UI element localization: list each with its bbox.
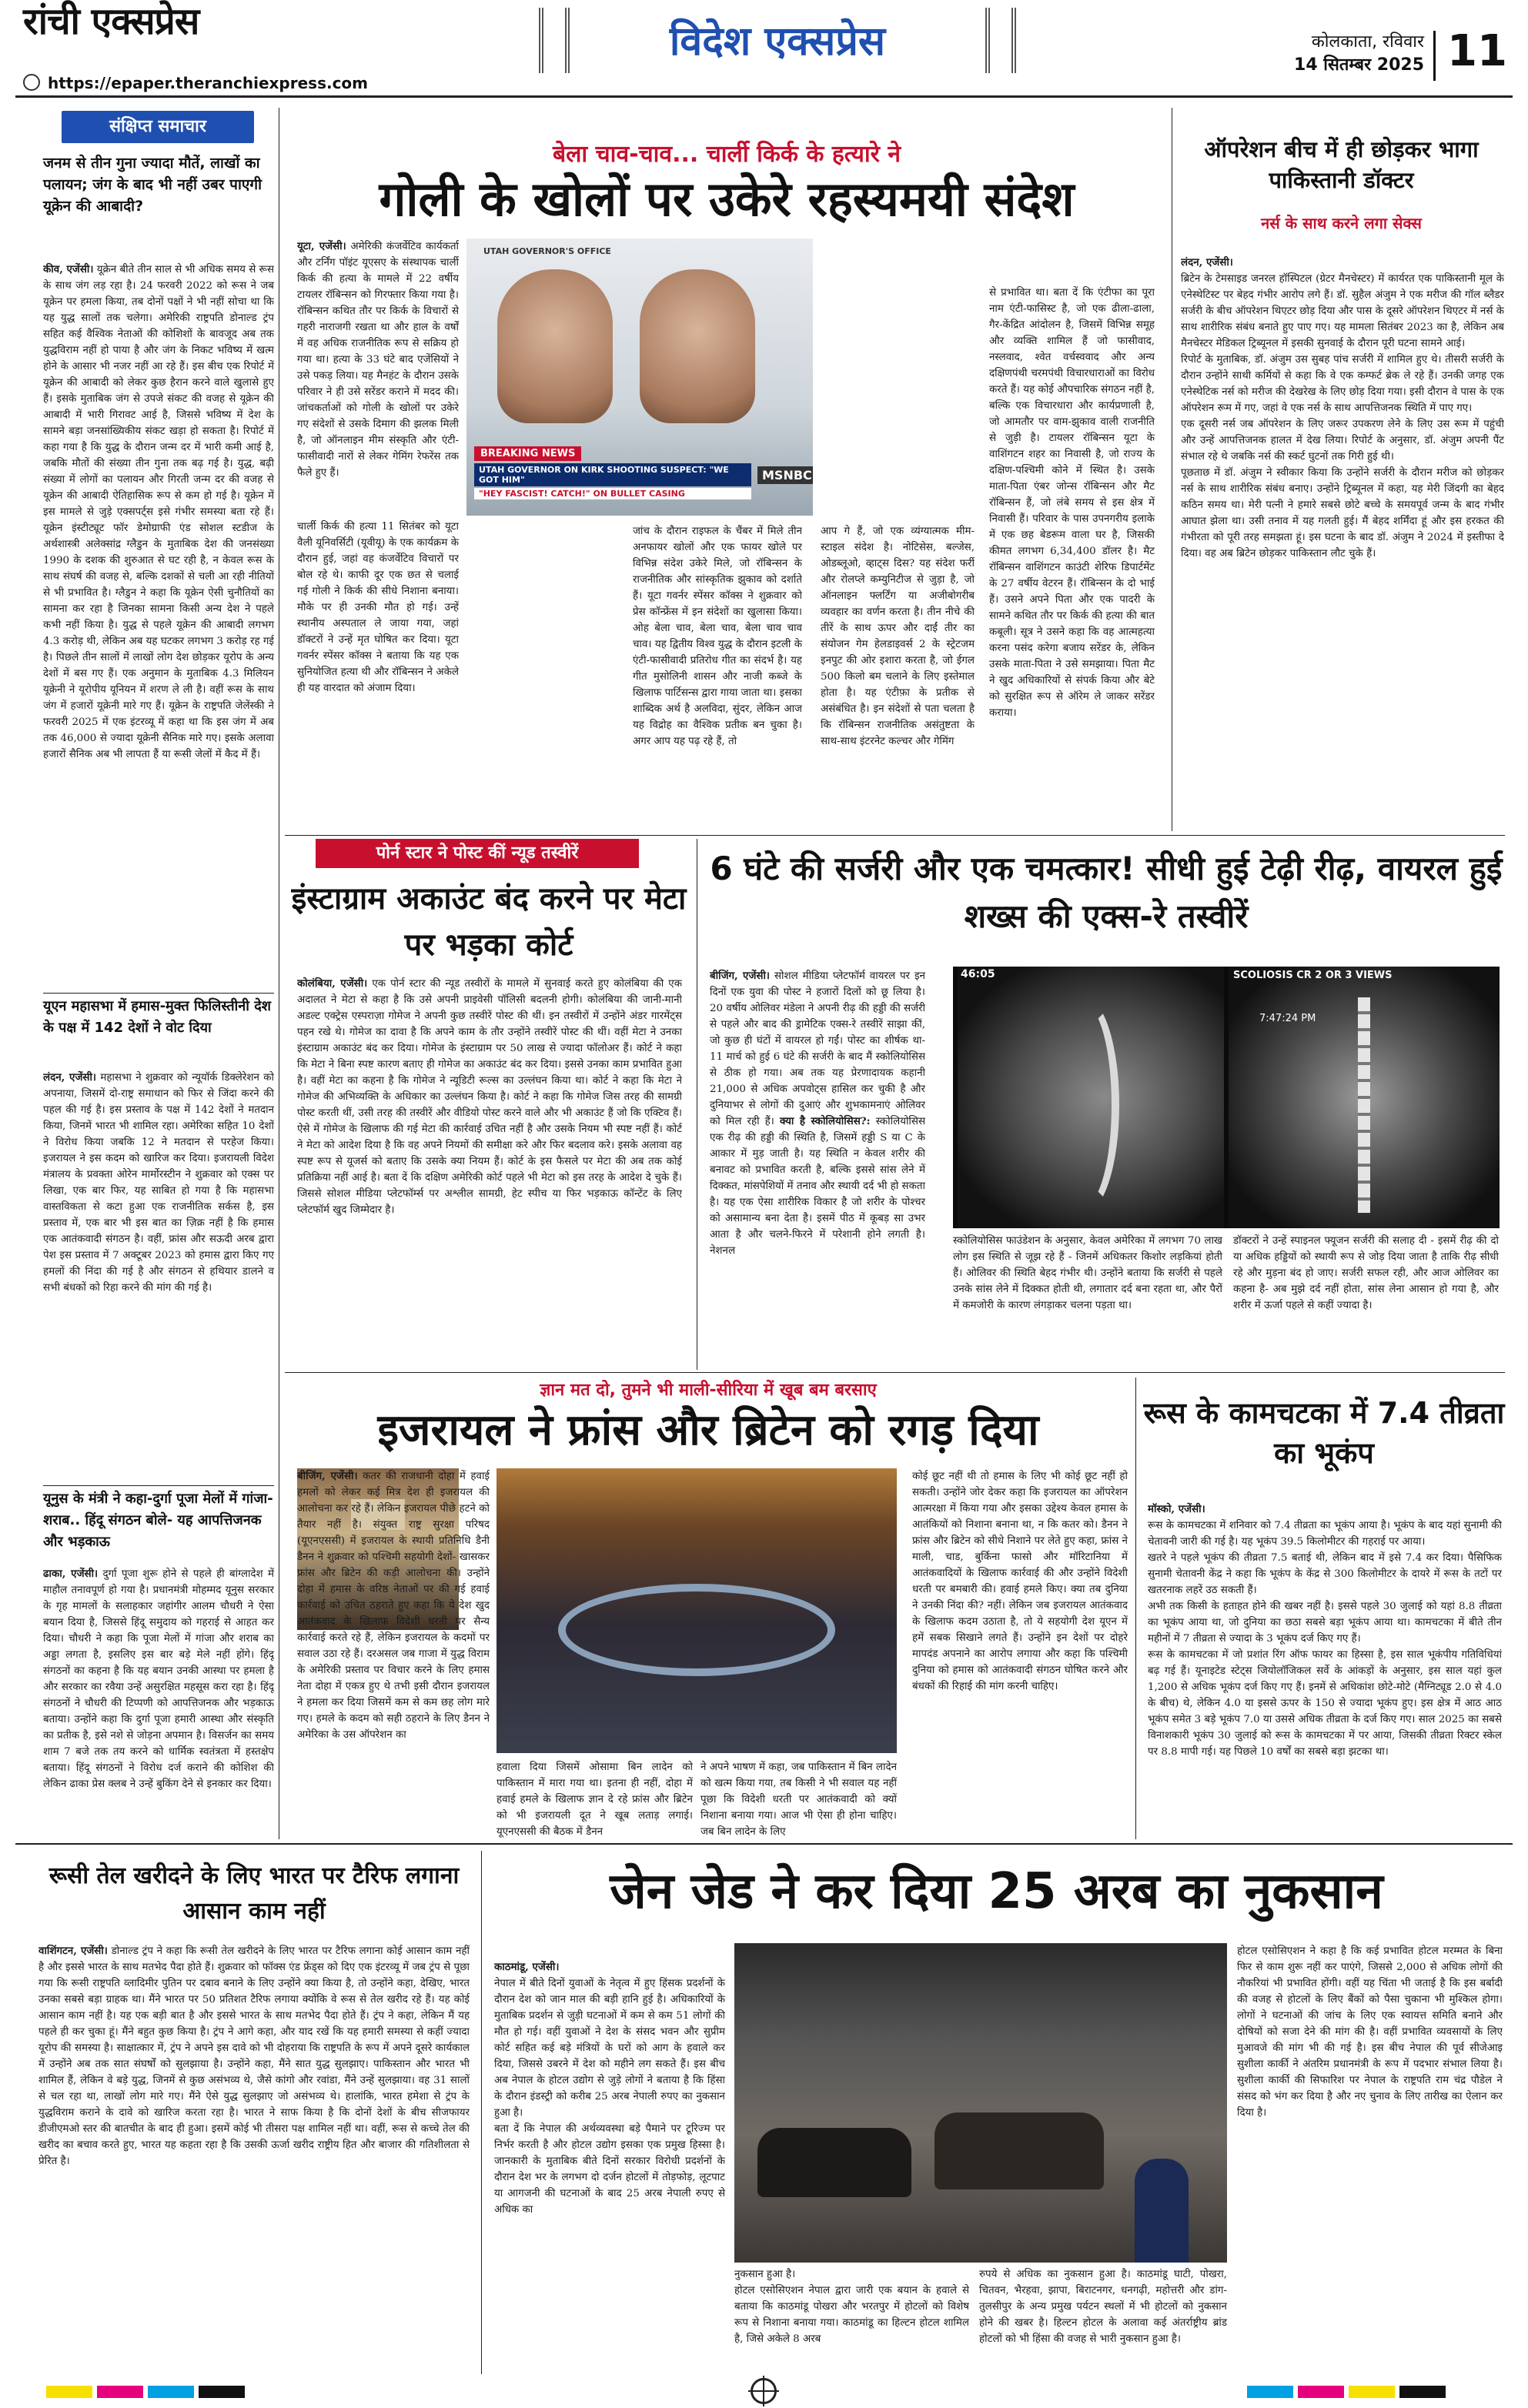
burnt-hotel-photo: [734, 1943, 1227, 2263]
quake-story: [1143, 1378, 1505, 1839]
oil-text: डोनाल्ड ट्रंप ने कहा कि रूसी तेल खरीदने के लिए भारत पर टैरिफ लगाना कोई आसान काम नहीं है और इससे भारत के साथ मतभेद पैदा होते हैं। शुक्रवार को फॉक्स एंड फ्रेंड्स को दिए एक इंटरव्यू में जब ट्रंप से पूछा गया कि रूसी राष्ट्रपति व्लादिमीर पुतिन पर दबाव बनाने के लिए उन्होंने क्या किया है, तो उन्होंने कहा, देखिए, भारत उनका सबसे बड़ा ग्राहक था। मैंने भारत पर 50 प्रतिशत टैरिफ लगाया क्योंकि वे रूस से तेल खरीद रहे हैं। यह कोई आसान काम नहीं है। यह एक बड़ी बात है और इससे भारत के साथ मतभेद पैदा होते हैं। ट्रंप ने कहा, लेकिन मैं यह पहले ही कर चुका हूं। मैंने बहुत कुछ किया है। ट्रंप ने आगे कहा, और याद रखें कि यह हमारी समस्या से कहीं ज्यादा यूरोप की समस्या है। साक्षात्कार में, ट्रंप ने अपने इस दावे को भी दोहराया कि राष्ट्रपति के रूप में अपने दूसरे कार्यकाल में उन्होंने अब तक सात संघर्षों को सुलझाया है। उन्होंने कहा, मैंने सात युद्ध सुलझाए। पाकिस्तान और भारत भी शामिल हैं, लेकिन वे बड़े युद्ध, जिनमें से कुछ असंभव्य थे, जैसे कांगो और रवांडा, मैंने उन्हें सुलझाया। वह 31 सालों से चल रहा था, लाखों लोग मारे गए। मैंने ऐसे युद्ध सुलझाए जो असंभव्य थे। हालांकि, भारत हमेशा से ट्रंप के युद्धविराम कराने के दावे को खारिज करता रहा है। भारत ने साफ किया है कि दोनों देशों के बीच सीजफायर डीजीएमओ स्तर की बातचीत के बाद ही हुआ। इसमें कोई भी तीसरा पक्ष शामिल नहीं था। वहीं, रूस से कच्चे तेल की खरीद का बचाव करते हुए, भारत यह कहता रहा है कि उसकी ऊर्जा खरीद राष्ट्रीय हित और बाजार की गतिशीलता से प्रेरित है।: [38, 1945, 470, 2167]
oil-story: [23, 1851, 477, 2374]
globe-icon: [23, 74, 40, 91]
spine-story: [702, 839, 1506, 1370]
news-ticker-sub: "HEY FASCIST! CATCH!" ON BULLET CASING: [474, 488, 751, 499]
brief-1-body: [43, 262, 274, 989]
meta-story: [285, 839, 693, 1370]
oil-headline: रूसी तेल खरीदने के लिए भारत पर टैरिफ लगाना आसान काम नहीं: [48, 1862, 460, 1925]
genz-headline: जेन जेड ने कर दिया 25 अरब का नुकसान: [610, 1863, 1383, 1920]
newspaper-logo: रांची एक्सप्रेस: [23, 0, 199, 43]
israel-kicker: ज्ञान मत दो, तुमने भी माली-सीरिया में खूब बम बरसाए: [540, 1381, 877, 1400]
israel-col-1: [297, 1468, 490, 1838]
kirk-col-2: जांच के दौरान राइफल के चैंबर में मिले तीन अनफायर खोलों और एक फायर खोले पर विभिन्न संदेश उकेरे मिले, जो रॉबिन्सन के राजनीतिक और सांस्कृतिक झुकाव को दर्शाते हैं। यूटा गवर्नर स्पेंसर कॉक्स ने शुक्रवार को प्रेस कॉन्फ्रेंस में इन संदेशों का खुलासा किया। ओह बेला चाव, बेला चाव, बेला चाव चाव चाव। यह द्वितीय विश्व युद्ध के दौरान इटली के एंटी-फासीवादी प्रतिरोध गीत का संदर्भ है। यह गीत मुसोलिनी शासन और नाजी कब्जे के खिलाफ पार्टिसन्स द्वारा गाया जाता था। इसका शाब्दिक अर्थ है अलविदा, सुंदर, लेकिन आज यह विद्रोह का वैश्विक प्रतीक बन चुका है। अगर आप यह पढ़ रहे हैं, तो: [633, 526, 802, 747]
burnt-car-1: [757, 2128, 911, 2197]
photo-source-tag: UTAH GOVERNOR'S OFFICE: [483, 246, 611, 256]
quake-dateline: मॉस्को, एजेंसी।: [1148, 1503, 1205, 1515]
brief-3-body: [43, 1566, 274, 1839]
israel-headline: इजरायल ने फ्रांस और ब्रिटेन को रगड़ दिया: [377, 1405, 1039, 1455]
brief-header: संक्षिप्त समाचार: [62, 111, 254, 143]
oil-dateline: वाशिंगटन, एजेंसी।: [38, 1945, 108, 1957]
brief-3-dateline: ढाका, एजेंसी।: [43, 1568, 99, 1580]
council-table: [558, 1584, 835, 1676]
kirk-dateline: यूटा, एजेंसी।: [297, 240, 346, 252]
brief-1-title: जनम से तीन गुना ज्यादा मौतें, लाखों का पलायन; जंग के बाद भी नहीं उबर पाएगी यूक्रेन की आबादी?: [43, 155, 262, 215]
israel-col-4: कोई छूट नहीं थी तो हमास के लिए भी कोई छूट नहीं हो सकती। उन्होंने जोर देकर कहा कि इजरायल का ऑपरेशन आत्मरक्षा में किया गया और इसका उद्देश्य केवल हमास के आतंकियों को निशाना बनाना था, न कि कतर को। डैनन ने फ्रांस और ब्रिटेन को सीधे निशाने पर लेते हुए कहा, फ्रांस ने माली, चाड, बुर्किना फासो और मॉरिटानिया में आतंकवादियों के खिलाफ कार्रवाई की और उन्होंने विदेशी धरती पर बमबारी की। हवाई हमले किए। क्या तब दुनिया ने उनकी निंदा की? नहीं। लेकिन जब इजरायल आतंकवाद के खिलाफ कदम उठाता है, तो ये सहयोगी देश यूएन में हमें सबक सिखाने लगते हैं। उन्होंने इन देशों पर दोहरे मापदंड अपनाने का आरोप लगाया और कहा कि पश्चिमी दुनिया को हमास को आतंकवादी संगठन घोषित करने और बंधकों की रिहाई की मांग करनी चाहिए।: [912, 1471, 1128, 1692]
kirk-kicker: बेला चाव-चाव... चार्ली किर्क के हत्यारे ने: [552, 141, 901, 168]
color-bar-right: [1247, 2386, 1450, 2401]
brief-2-body: [43, 1070, 274, 1485]
oil-body: [38, 1943, 470, 2359]
meta-text: एक पोर्न स्टार की न्यूड तस्वीरों के मामले में सुनवाई करते हुए कोलंबिया की एक अदालत ने मेटा से कहा है कि उसे अपनी प्राइवेसी पॉलिसी बदलनी होगी। कोलंबिया की जानी-मानी अडल्ट एक्ट्रेस एस्पराज़ा गोमेज ने अपनी कुछ तस्वीरें पोस्ट की थीं। इन तस्वीरों में उन्होंने अंडर गारमेंट्स पहन रखे थे। गोमेज का दावा है कि अपने काम के तौर उन्होंने तस्वीरें पोस्ट की थीं। वहीं मेटा ने उनका इंस्टाग्राम अकाउंट बंद कर दिया। गोमेज के इंस्टाग्राम पर 50 लाख से ज्यादा फॉलोअर हैं। कोर्ट ने कहा कि मेटा ने बिना स्पष्ट कारण बताए ही गोमेज का अकाउंट बंद कर दिया। इससे उनका काम प्रभावित हुआ है। वहीं मेटा का कहना है कि गोमेज ने न्यूडिटी रूल्स का उल्लंघन किया था। कोर्ट ने कहा कि मेटा ने गोमेज की अभिव्यक्ति के अधिकार का उल्लंघन किया है। कोर्ट ने कहा कि गोमेज जिस तरह की सामग्री पोस्ट करती थीं, उसी तरह की तस्वीरें और वीडियो पोस्ट करने वाले और भी अकाउंट हैं जो कि एक्टिव हैं। ऐसे में गोमेज के खिलाफ की गई मेटा की कार्रवाई उचित नहीं है और उसके नियम भी स्पष्ट नहीं हैं। कोर्ट ने मेटा को आदेश दिया है कि वह अपने नियमों की समीक्षा करे और फिर बदलाव करे। इसके अलावा वह स्पष्ट रूप से यूजर्स को बताए कि उसके क्या नियम हैं। कोर्ट के इस फैसले पर मेटा की अब तक कोई प्रतिक्रिया नहीं आई है। बता दें कि दक्षिण अमेरिकी कोर्ट पहले भी मेटा को इस तरह के आदेश दे चुके हैं। जिससे सोशल मीडिया प्लेटफॉर्म्स पर अश्लील सामग्री, हेट स्पीच या फिर भड़काऊ कॉन्टेंट के लिए प्लेटफॉर्म खुद जिम्मेदार है।: [297, 978, 682, 1216]
spine-col-3: डॉक्टरों ने उन्हें स्पाइनल फ्यूजन सर्जरी की सलाह दी - इसमें रीढ़ की दो या अधिक हड्डियों को स्थायी रूप से जोड़ दिया जाता है ताकि रीढ़ सीधी रहे और मुड़ना बंद हो जाए। सर्जरी सफल रही, और आज ओलिवर का कहना है- अब मुझे दर्द नहीं होता, सांस लेना आसान हो गया है, और शरीर में ऊर्जा पहले से कहीं ज्यादा है।: [1233, 1235, 1499, 1311]
kirk-headline: गोली के खोलों पर उकेरे रहस्यमयी संदेश: [379, 171, 1075, 227]
brief-1-dateline: कीव, एजेंसी।: [43, 263, 94, 276]
kirk-story: [285, 108, 1169, 800]
security-council-photo: [497, 1468, 897, 1753]
suspect-face-left: [497, 269, 613, 423]
section-rule-3: [285, 1372, 1505, 1373]
doctor-dateline: लंदन, एजेंसी।: [1181, 256, 1233, 269]
brief-divider-2: [43, 1485, 274, 1486]
person-silhouette: [1135, 2159, 1189, 2263]
city-day: कोलकाता, रविवार: [1311, 32, 1424, 52]
suspect-face-right: [640, 269, 755, 423]
section-rule-2: [285, 835, 1505, 836]
meta-kicker: पोर्न स्टार ने पोस्ट कीं न्यूड तस्वीरें: [316, 839, 639, 868]
masthead: [0, 0, 1528, 100]
channel-logo: MSNBC: [757, 466, 813, 484]
ticker-line-1: UTAH GOVERNOR ON KIRK SHOOTING SUSPECT: "WE GOT HIM": [479, 465, 729, 485]
xray-before: [958, 967, 1224, 1228]
brief-2-title: यूएन महासभा में हमास-मुक्त फिलिस्तीनी देश के पक्ष में 142 देशों ने वोट दिया: [43, 998, 272, 1036]
news-ticker: [474, 463, 751, 486]
spine-question: क्या है स्कोलियोसिस?:: [779, 1115, 871, 1127]
genz-body-1: नेपाल में बीते दिनों युवाओं के नेतृत्व में हुए हिंसक प्रदर्शनों के दौरान देश को जान माल की बड़ी हानि हुई है। अधिकारियों के मुताबिक प्रदर्शन से जुड़ी घटनाओं में कम से कम 51 लोगों की मौत हो गई। वहीं युवाओं ने देश के संसद भवन और सुप्रीम कोर्ट सहित कई बड़े मंत्रियों के घरों को आग के हवाले कर दिया, जिससे उबरने में देश को महीने लग सकते हैं। इस बीच अब नेपाल के होटल उद्योग से जुड़े लोगों ने बताया है कि हिंसा के दौरान इंडस्ट्री को करीब 25 अरब नेपाली रुपए का नुकसान हुआ है। बता दें कि नेपाल की अर्थव्यवस्था बड़े पैमाने पर टूरिज्म पर निर्भर करती है और होटल उद्योग इसका एक प्रमुख हिस्सा है। जानकारी के मुताबिक बीते दिनों सरकार विरोधी प्रदर्शनों के दौरान देश भर के लगभग दो दर्जन होटलों में तोड़फोड़, लूटपाट या आगजनी की घटनाओं के बाद 25 अरब नेपाली रुपए से अधिक का: [494, 1978, 725, 2216]
dateline-box: [1170, 31, 1424, 77]
israel-story: [285, 1378, 1132, 1839]
xray-after-label: SCOLIOSIS CR 2 OR 3 VIEWS: [1233, 970, 1393, 981]
page-number: 11: [1447, 26, 1507, 76]
genz-dateline: काठमांडू, एजेंसी।: [494, 1961, 560, 1973]
genz-col-2: नुकसान हुआ है। होटल एसोसिएशन नेपाल द्वारा जारी एक बयान के हवाले से बताया कि काठमांडू पोखरा और भरतपुर में होटलों को विशेष रूप से निशाना बनाया गया। काठमांडू का हिल्टन होटल शामिल है, जिसे अकेले 8 अरब: [734, 2269, 969, 2345]
israel-col-3: ने अपने भाषण में कहा, जब पाकिस्तान में बिन लादेन को खत्म किया गया, तब किसी ने भी सवाल यह नहीं पूछा कि विदेशी धरती पर आतंकवादी को क्यों निशाना बनाया गया। आज भी ऐसा ही होना चाहिए। जब बिन लादेन के लिए: [700, 1762, 897, 1838]
section-banner-left-decor: [539, 8, 570, 73]
kirk-col-5: से प्रभावित था। बता दें कि एंटीफा का पूरा नाम एंटी-फासिस्ट है, जो एक ढीला-ढाला, गैर-केंद्रित आंदोलन है, जिसमें विभिन्न समूह और व्यक्ति शामिल हैं जो फासीवाद, नस्लवाद, श्वेत वर्चस्ववाद और अन्य दक्षिणपंथी चरमपंथी विचारधाराओं का विरोध करते हैं। यह कोई औपचारिक संगठन नहीं है, बल्कि एक विचारधारा और कार्यप्रणाली है, जो आमतौर पर वाम-झुकाव वाली राजनीति से जुड़ी है। टायलर रॉबिन्सन यूटा के वाशिंगटन शहर का निवासी है, जो राज्य के दक्षिण-पश्चिमी कोने में स्थित है। उसके माता-पिता एंबर जोन्स रॉबिन्सन और मैट रॉबिन्सन हैं, जो लंबे समय से इस क्षेत्र में निवासी हैं। परिवार के पास उपनगरीय इलाके में एक छह बेडरूम वाला घर है, जिसकी कीमत लगभग 6,34,400 डॉलर है। मैट रॉबिन्सन वाशिंगटन काउंटी शेरिफ डिपार्टमेंट के 27 वर्षीय वेटरन हैं। रॉबिन्सन के दो भाई हैं। उसने अपने पिता और एक पादरी के सामने कथित तौर पर किर्क की हत्या की बात कबूली। सूत्र ने उसने कहा कि वह आत्महत्या करना पसंद करेगा बजाय सरेंडर के, लेकिन उसके माता-पिता ने उसे समझाया। पिता मैट ने खुद अधिकारियों से संपर्क किया और बेटे को सुरक्षित रूप से ऑरेम ले जाकर सरेंडर कराया।: [989, 287, 1155, 719]
brief-2-dateline: लंदन, एजेंसी।: [43, 1071, 96, 1084]
doctor-story: [1178, 108, 1505, 831]
quake-text: रूस के कामचटका में शनिवार को 7.4 तीव्रता का भूकंप आया है। भूकंप के बाद यहां सुनामी की चेतावनी जारी की गई है। यह भूकंप 39.5 किलोमीटर की गहराई पर आया। खतरे ने पहले भूकंप की तीव्रता 7.5 बताई थी, लेकिन बाद में इसे 7.4 कर दिया। पैसिफिक सुनामी चेतावनी केंद्र ने कहा कि भूकंप के केंद्र से 300 किलोमीटर के दायरे में रूस के तटों पर खतरनाक लहरें उठ सकती हैं। अभी तक किसी के हताहत होने की खबर नहीं है। इससे पहले 30 जुलाई को यहां 8.8 तीव्रता का भूकंप आया था, जो दुनिया का छठा सबसे बड़ा भूकंप आया था। कामचटका में बीते तीन महीनों में 7 तीव्रता से ज्यादा के 3 भूकंप दर्ज किए गए हैं। रूस के कामचटका में जो प्रशांत रिंग ऑफ फायर का हिस्सा है, इस साल भूकंपीय गतिविधियां बढ़ गई हैं। यूनाइटेड स्टेट्स जियोलॉजिकल सर्वे के आंकड़ों के अनुसार, इस साल यहां कुल 1,200 से अधिक भूकंप दर्ज किए गए हैं। इनमें से अधिकांश छोटे-मोटे (मैग्निट्यूड 2.0 से 4.0 के बीच) थे, लेकिन 4.0 या इससे ऊपर के 150 से ज्यादा भूकंप हुए। इस क्षेत्र में आठ आठ भूकंप समेत 3 बड़े भूकंप 7.0 या उससे अधिक तीव्रता के दर्ज किए गए। साल 2025 का सबसे विनाशकारी भूकंप 30 जुलाई को रूस के कामचटका में पर आया, जिसकी तीव्रता रिक्टर स्केल पर 8.8 मापी गई। यह पिछले 10 वर्षों का सबसे बड़ा झटका था।: [1148, 1520, 1502, 1758]
curved-spine: [1050, 997, 1119, 1213]
kirk-col-1: [297, 239, 459, 516]
issue-date: 14 सितम्बर 2025: [1294, 55, 1424, 75]
kirk-suspect-photo: [466, 239, 813, 516]
meta-headline: इंस्टाग्राम अकाउंट बंद करने पर मेटा पर भड़का कोर्ट: [291, 881, 687, 963]
kirk-col-4: [470, 523, 624, 785]
genz-col-3: रुपये से अधिक का नुकसान हुआ है। काठमांडू घाटी, पोखरा, चितवन, भैरहवा, झापा, बिराटनगर, धनगढ़ी, महोत्तरी और डांग-तुलसीपुर के अन्य प्रमुख पर्यटन स्थलों में भी होटलों को नुकसान होने की खबर है। हिल्टन होटल के अलावा कई अंतर्राष्ट्रीय ब्रांड होटलों को भी हिंसा की वजह से भारी नुकसान हुआ है।: [979, 2269, 1227, 2345]
registration-mark: [751, 2378, 777, 2404]
color-bar-left: [46, 2386, 249, 2401]
xray-after: [1229, 967, 1500, 1228]
genz-story: [486, 1851, 1506, 2374]
brief-divider-1: [43, 993, 274, 994]
xray-before-timestamp: 46:05: [961, 968, 995, 980]
burnt-car-2: [935, 2112, 1104, 2189]
quake-headline: रूस के कामचटका में 7.4 तीव्रता का भूकंप: [1143, 1396, 1505, 1470]
brief-3-text: दुर्गा पूजा शुरू होने से पहले ही बांग्लादेश में माहौल तनावपूर्ण हो गया है। प्रधानमंत्री मोहम्मद यूनुस सरकार के गृह मामलों के सलाहकार जहांगीर आलम चौधरी ने ऐसा बयान दिया है, जिससे हिंदू समुदाय को गहराई से आहत कर दिया। चौधरी ने कहा कि पूजा मेलों में गांजा और शराब का अड्डा लगता है, इसलिए इस बार बड़े मेले नहीं होंगे। हिंदू संगठनों का कहना है कि यह बयान उनकी आस्था पर हमला है और सरकार का रवैया उन्हें असुरक्षित महसूस करा रहा है। हिंदू संगठनों ने चौधरी की टिप्पणी को आपत्तिजनक और भड़काऊ बताया। उन्होंने कहा कि दुर्गा पूजा हमारी आस्था और संस्कृति का प्रतीक है, इसे नशे से जोड़ना अपमान है। विसर्जन का समय शाम 7 बजे तक तय करने को धार्मिक स्वतंत्रता में हस्तक्षेप बताया। हिंदू संगठनों ने विरोध दर्ज कराने की कोशिश की लेकिन ढाका प्रेस क्लब ने उन्हें बुकिंग देने से इनकार कर दिया।: [43, 1568, 274, 1790]
doctor-headline: ऑपरेशन बीच में ही छोड़कर भागा पाकिस्तानी डॉक्टर: [1204, 136, 1479, 193]
breaking-news-label: BREAKING NEWS: [474, 446, 581, 461]
masthead-rule: [15, 95, 1513, 98]
quake-body: [1148, 1485, 1502, 1839]
kirk-col-3: आप गे हैं, जो एक व्यंग्यात्मक मीम-स्टाइल संदेश है। नोटिसेस, बल्जेस, ओडब्लूओ, व्हाट्स दिस? यह संदेश फर्री और रोलप्ले कम्युनिटीज से जुड़ा है, जो ऑनलाइन फ्लर्टिंग या अजीबोगरीब व्यवहार का वर्णन करता है। तीन नीचे की तीरें के साथ ऊपर और दाईं तीर का संयोजन गेम हेलडाइवर्स 2 के स्ट्रेटजम इनपुट की ओर इशारा करता है, जो ईगल 500 किलो बम चलाने के लिए इस्तेमाल होता है। यह एंटीफ़ा के प्रतीक से असंबंधित है। इन संदेशों से पता चलता है कि रॉबिन्सन राजनीतिक असंतुष्टता के साथ-साथ इंटरनेट कल्चर और गेमिंग: [821, 526, 975, 747]
spine-body-2: स्कोलियोसिस एक रीढ़ की हड्डी की स्थिति है, जिसमें हड्डी S या C के आकार में मुड़ जाती है। यह स्थिति न केवल शरीर की बनावट को प्रभावित करती है, बल्कि इससे सांस लेने में दिक्कत, मांसपेशियों में तनाव और स्थायी दर्द भी हो सकता है। यह एक ऐसा शारीरिक विकार है जो शरीर के पोश्चर को असामान्य बना देता है। इसमें पीठ में कूबड़ सा उभर आता है और चलने-फिरने में परेशानी होने लगती है। नेशनल: [710, 1116, 925, 1257]
genz-col-1: [494, 1943, 725, 2363]
quake-column-rule: [1135, 1378, 1136, 1839]
spine-col-2: स्कोलियोसिस फाउंडेशन के अनुसार, केवल अमेरिका में लगभग 70 लाख लोग इस स्थिति से जूझ रहे हैं - जिनमें अधिकतर किशोर लड़कियां होती हैं। ओलिवर की स्थिति बेहद गंभीर थी। उन्होंने बताया कि सर्जरी से पहले उनके सांस लेने में दिक्कत होती थी, लगातार दर्द बना रहता था, और पैरों में कमजोरी के कारण लंगड़ाकर चलना पड़ता था।: [953, 1235, 1222, 1311]
israel-dateline: बीजिंग, एजेंसी।: [297, 1470, 358, 1482]
brief-column: [31, 108, 276, 1839]
section-title: विदेश एक्सप्रेस: [669, 18, 886, 65]
brief-1-text: यूक्रेन बीते तीन साल से भी अधिक समय से रूस के साथ जंग लड़ रहा है। 24 फरवरी 2022 को रूस ने जब यूक्रेन पर हमला किया, तब दोनों पक्षों ने भी नहीं सोचा था कि यह युद्ध सालों तक चलेगा। अमेरिकी राष्ट्रपति डोनाल्ड ट्रंप सहित कई वैश्विक नेताओं की कोशिशों के बावजूद अब तक युद्धविराम नहीं हो पाया है और जंग के निकट भविष्य में खत्म होने के आसार भी नजर नहीं आ रहे हैं। इस बीच एक रिपोर्ट में यूक्रेन की आबादी को लेकर कुछ हैरान करने वाले खुलासे हुए हैं। इसके मुताबिक जंग से उपजे संकट की वजह से यूक्रेन की आबादी में भारी गिरावट आई है, जिससे भविष्य में देश के सामने बड़ा जनसांख्यिकीय संकट खड़ा हो सकता है। रिपोर्ट में कहा गया है कि युद्ध के दौरान जन्म दर में भारी कमी आई है, जबकि मौतों की संख्या तीन गुना तक बढ़ गई है। युद्ध, बढ़ी संख्या में लोगों का पलायन और गिरती जन्म दर की वजह से यूक्रेन की आबादी ऐतिहासिक रूप से कम हो गई है। यूक्रेन में इस मामले से जुड़े एक्सपर्ट्स इसे गंभीर समस्या बता रहे हैं। यूक्रेन इंस्टीट्यूट फॉर डेमोग्राफी एंड सोशल स्टडीज के अर्थशास्त्री अलेक्सांद्र ग्लैडुन के मुताबिक देश की जनसंख्या 1990 के दशक की शुरुआत से घट रही है, न केवल रूस के साथ संघर्ष की वजह से, बल्कि दशकों से चली आ रही नीतियों से भी प्रभावित है। ग्लैडुन ने कहा कि यूक्रेन ऐसी चुनौतियों का सामना कर रहा है जिनका सामना किसी अन्य देश ने पहले कभी नहीं किया है। युद्ध से पहले यूक्रेन की आबादी लगभग 4.3 करोड़ थी, लेकिन अब यह घटकर लगभग 3 करोड़ रह गई है। पिछले तीन सालों में लाखों लोग देश छोड़कर यूरोप के अन्य देशों में बस गए हैं। एक अनुमान के मुताबिक 4.3 मिलियन यूक्रेनी ने यूरोपीय यूनियन में शरण ले ली है। वहीं रूस के साथ जंग में हजारों यूक्रेनी मारे गए हैं। यूक्रेन के राष्ट्रपति जेलेंस्की ने फरवरी 2025 में एक इंटरव्यू में कहा था कि इस जंग में अब तक 46,000 से ज्यादा यूक्रेनी सैनिक मारे गए। इसके अलावा हजारों सैनिक अब भी लापता हैं या रूसी जेलों में कैद में हैं।: [43, 264, 274, 760]
israel-body-1: कतर की राजधानी दोहा में हवाई हमलों को लेकर कई मित्र देश ही इजरायल की आलोचना कर रहे हैं। लेकिन इजरायल पीछे हटने को तैयार नहीं है। संयुक्त राष्ट्र सुरक्षा परिषद (यूएनएससी) में इजरायल के स्थायी प्रतिनिधि डैनी डैनन ने शुक्रवार को पश्चिमी सहयोगी देशों- खासकर फ्रांस और ब्रिटेन की कड़ी आलोचना की। उन्होंने दोहा में हमास के वरिष्ठ नेताओं पर की गई हवाई कार्रवाई को उचित ठहराते हुए कहा कि ये देश खुद आतंकवाद के खिलाफ विदेशी धरती पर सैन्य कार्रवाई करते रहे हैं, लेकिन इजरायल के कदमों पर सवाल उठा रहे हैं। दरअसल जब गाजा में युद्ध विराम के अमेरिकी प्रस्ताव पर विचार करने के लिए हमास नेता दोहा में एकत्र हुए थे तभी इसी दौरान इजरायल ने हमला कर दिया जिसमें कम से कम छह लोग मारे गए। हमले के कदम को सही ठहराने के लिए डैनन ने अमेरिका के उस ऑपरेशन का: [297, 1471, 490, 1741]
kirk-body-1: अमेरिकी कंजर्वेटिव कार्यकर्ता और टर्निंग पॉइंट यूएसए के संस्थापक चार्ली किर्क की हत्या के मामले में 22 वर्षीय टायलर रॉबिन्सन को गिरफ्तार किया गया है। रॉबिन्सन कथित तौर पर किर्क के विचारों से गहरी नाराजगी रखता था और हाल के वर्षों में वह अधिक राजनीतिक रूप से सक्रिय हो गया था। हत्या के 33 घंटे बाद एजेंसियों ने उसे पकड़ लिया। यह मैनहंट के दौरान उसके परिवार ने ही उसे सरेंडर कराने में मदद की। जांचकर्ताओं को गोली के खोलों पर उकेरे गए संदेशों से उसके दिमाग की झलक मिली है, जो ऑनलाइन मीम संस्कृति और एंटी-फासीवादी नारों से लेकर गेमिंग रेफरेंस तक फैले हुए हैं।: [297, 241, 459, 479]
spine-headline: 6 घंटे की सर्जरी और एक चमत्कार! सीधी हुई टेढ़ी रीढ़, वायरल हुई शख्स की एक्स-रे तस्वीरें: [710, 850, 1503, 935]
doctor-body: [1181, 239, 1504, 823]
page-number-divider: [1433, 31, 1436, 81]
straight-spine: [1358, 997, 1370, 1213]
spine-col-1: [710, 968, 925, 1361]
spine-body-1: सोशल मीडिया प्लेटफॉर्म वायरल पर इन दिनों एक युवा की पोस्ट ने हजारों दिलों को छू लिया है। 20 वर्षीय ओलिवर मंडेला ने अपनी रीढ़ की हड्डी की सर्जरी से पहले और बाद की ड्रामेटिक एक्स-रे तस्वीरें साझा कीं, जो कुछ ही घंटों में वायरल हो गईं। पोस्ट का शीर्षक था- 11 मार्च को हुई 6 घंटे की सर्जरी के बाद मैं स्कोलियोसिस से ठीक हो गया। अब तक यह प्रेरणादायक कहानी 21,000 से अधिक अपवोट्स हासिल कर चुकी है और दुनियाभर से लोगों की दुआएं और शुभकामनाएं ओलिवर को मिल रही हैं।: [710, 970, 925, 1127]
spine-xray-photo: [953, 967, 1500, 1228]
oil-column-rule: [481, 1851, 482, 2374]
section-rule-4: [15, 1843, 1513, 1845]
genz-col-4: होटल एसोसिएशन ने कहा है कि कई प्रभावित होटल मरम्मत के बिना फिर से काम शुरू नहीं कर पाएंगे, जिससे 2,000 से अधिक लोगों की नौकरियां भी प्रभावित होंगी। वहीं यह चिंता भी जताई है कि इस बर्बादी की वजह से होटलों के लिए बैंकों को पैसा चुकाना भी मुश्किल होगा। लोगों ने घटनाओं की जांच के लिए एक स्वायत्त समिति बनाने और दोषियों को सजा देने की मांग की है। वहीं प्रभावित व्यवसायों के लिए मुआवजे की मांग भी की गई है। इस बीच नेपाल की पूर्व सीजेआइ सुशीला कार्की ने अंतरिम प्रधानमंत्री के रूप में पदभार संभाल लिया है। सुशीला कार्की की सिफारिश पर नेपाल के राष्ट्रपति राम चंद्र पौडेल ने संसद को भंग कर दिया है और नए चुनाव के लिए तारीख का ऐलान कर दिया है।: [1237, 1945, 1503, 2119]
doctor-text: ब्रिटेन के टेमसाइड जनरल हॉस्पिटल (ग्रेटर मैनचेस्टर) में कार्यरत एक पाकिस्तानी मूल के एनेस्थेटिस्ट पर बेहद गंभीर आरोप लगे हैं। डॉ. सुहैल अंजुम ने एक मरीज की गॉल ब्लैडर सर्जरी के बीच ऑपरेशन थिएटर छोड़ दिया और पास के दूसरे ऑपरेशन थिएटर में नर्स के साथ शारीरिक संबंध बनाते हुए पाए गए। यह मामला सितंबर 2023 का है, लेकिन अब मैनचेस्टर मेडिकल ट्रिब्यूनल में इसकी सुनवाई के दौरान पूरी घटना सामने आई। रिपोर्ट के मुताबिक, डॉ. अंजुम उस सुबह पांच सर्जरी में शामिल हुए थे। तीसरी सर्जरी के दौरान उन्होंने साथी कर्मियों से कहा कि वे एक कम्फर्ट ब्रेक ले रहे हैं। उनकी जगह एक एनेस्थेटिक नर्स को मरीज की देखरेख के लिए छोड़ दिया गया। इसी दौरान वे पास के एक ऑपरेशन रूम में गए, जहां वे एक नर्स के साथ आपत्तिजनक स्थिति में पाए गए। एक दूसरी नर्स जब ऑपरेशन के लिए जरूर उपकरण लेने के लिए उस रूम में पहुंची और उन्हें आपत्तिजनक हालत में देख लिया। रिपोर्ट के अनुसार, डॉ. अंजुम अपनी पैंट संभाल रहे थे जबकि नर्स की स्कर्ट घुटनों तक गिरी हुई थी। पूछताछ में डॉ. अंजुम ने स्वीकार किया कि उन्होंने सर्जरी के दौरान मरीज को छोड़कर नर्स के साथ शारीरिक संबंध बनाए। उन्होंने ट्रिब्यूनल में कहा, यह मेरी जिंदगी का बेहद कठिन समय था। मेरी पत्नी ने हमारे सबसे छोटे बच्चे के समयपूर्व जन्म के बाद गंभीर आघात झेला था। उसी तनाव में यह गलती हुई। मैं बेहद शर्मिंदा हूं और इस हरकत की गंभीरता को पूरी तरह समझता हूं। इस घटना के बाद डॉ. अंजुम ने 2024 में इस्तीफा दे दिया। वह अब ब्रिटेन छोड़कर पाकिस्तान लौट चुके हैं।: [1181, 273, 1504, 559]
meta-body: [297, 976, 682, 1361]
section-banner-right-decor: [985, 8, 1016, 73]
brief-2-text: महासभा ने शुक्रवार को न्यूयॉर्क डिक्लेरेशन को अपनाया, जिसमें दो-राष्ट्र समाधान को फिर से जिंदा करने की पहल की गई है। इस प्रस्ताव के पक्ष में 142 देशों ने मतदान किया, जिनमें भारत भी शामिल रहा। अमेरिका सहित 10 देशों ने विरोध किया जबकि 12 ने मतदान से परहेज किया। इजरायल ने इस कदम को खारिज कर दिया। इजरायली विदेश मंत्रालय के प्रवक्ता ओरेन मार्मोरस्टीन ने शुक्रवार को एक्स पर लिखा, एक बार फिर, यह साबित हो गया है कि महासभा वास्तविकता से कटा हुआ एक राजनीतिक सर्कस है, इस प्रस्ताव में, एक बार भी इस बात का ज़िक्र नहीं है कि हमास एक आतंकवादी संगठन है। वहीं, फ्रांस और सऊदी अरब द्वारा पेश इस प्रस्ताव में 7 अक्टूबर 2023 को हमास द्वारा किए गए हमलों की निंदा की गई है और संगठन से हथियार डालने व सभी बंधकों को रिहा करने की मांग की गई है।: [43, 1072, 274, 1294]
section-banner: [585, 3, 970, 88]
spine-dateline: बीजिंग, एजेंसी।: [710, 970, 770, 982]
brief-3-title: यूनुस के मंत्री ने कहा-दुर्गा पूजा मेलों में गांजा-शराब.. हिंदू संगठन बोले- यह आपत्तिजनक और भड़काऊ: [43, 1491, 273, 1550]
doctor-subhead: नर्स के साथ करने लगा सेक्स: [1261, 214, 1422, 232]
israel-col-2: हवाला दिया जिसमें ओसामा बिन लादेन को पाकिस्तान में मारा गया था। इतना ही नहीं, दोहा में हवाई हमले के खिलाफ ज्ञान दे रहे फ्रांस और ब्रिटेन को भी इजरायली दूत ने खूब लताड़ लगाई। यूएनएससी की बैठक में डैनन: [497, 1762, 693, 1838]
epaper-url[interactable]: https://epaper.theranchiexpress.com: [48, 74, 369, 92]
meta-dateline: कोलंबिया, एजेंसी।: [297, 977, 368, 990]
kirk-col-1b: चार्ली किर्क की हत्या 11 सितंबर को यूटा वैली यूनिवर्सिटी (यूवीयू) के एक कार्यक्रम के दौरान हुई, जहां वह कंजर्वेटिव विचारों पर बोल रहे थे। काफी दूर एक छत से चलाई गई गोली ने किर्क की सीधे निशाना बनाया। मौके पर ही उनकी मौत हो गई। उन्हें स्थानीय अस्पताल ले जाया गया, जहां डॉक्टरों ने उन्हें मृत घोषित कर दिया। यूटा गवर्नर स्पेंसर कॉक्स ने बताया कि यह एक सुनियोजित हत्या थी और रॉबिन्सन ने अकेले ही यह वारदात को अंजाम दिया।: [297, 521, 459, 694]
xray-after-timestamp: 7:47:24 PM: [1259, 1013, 1316, 1024]
